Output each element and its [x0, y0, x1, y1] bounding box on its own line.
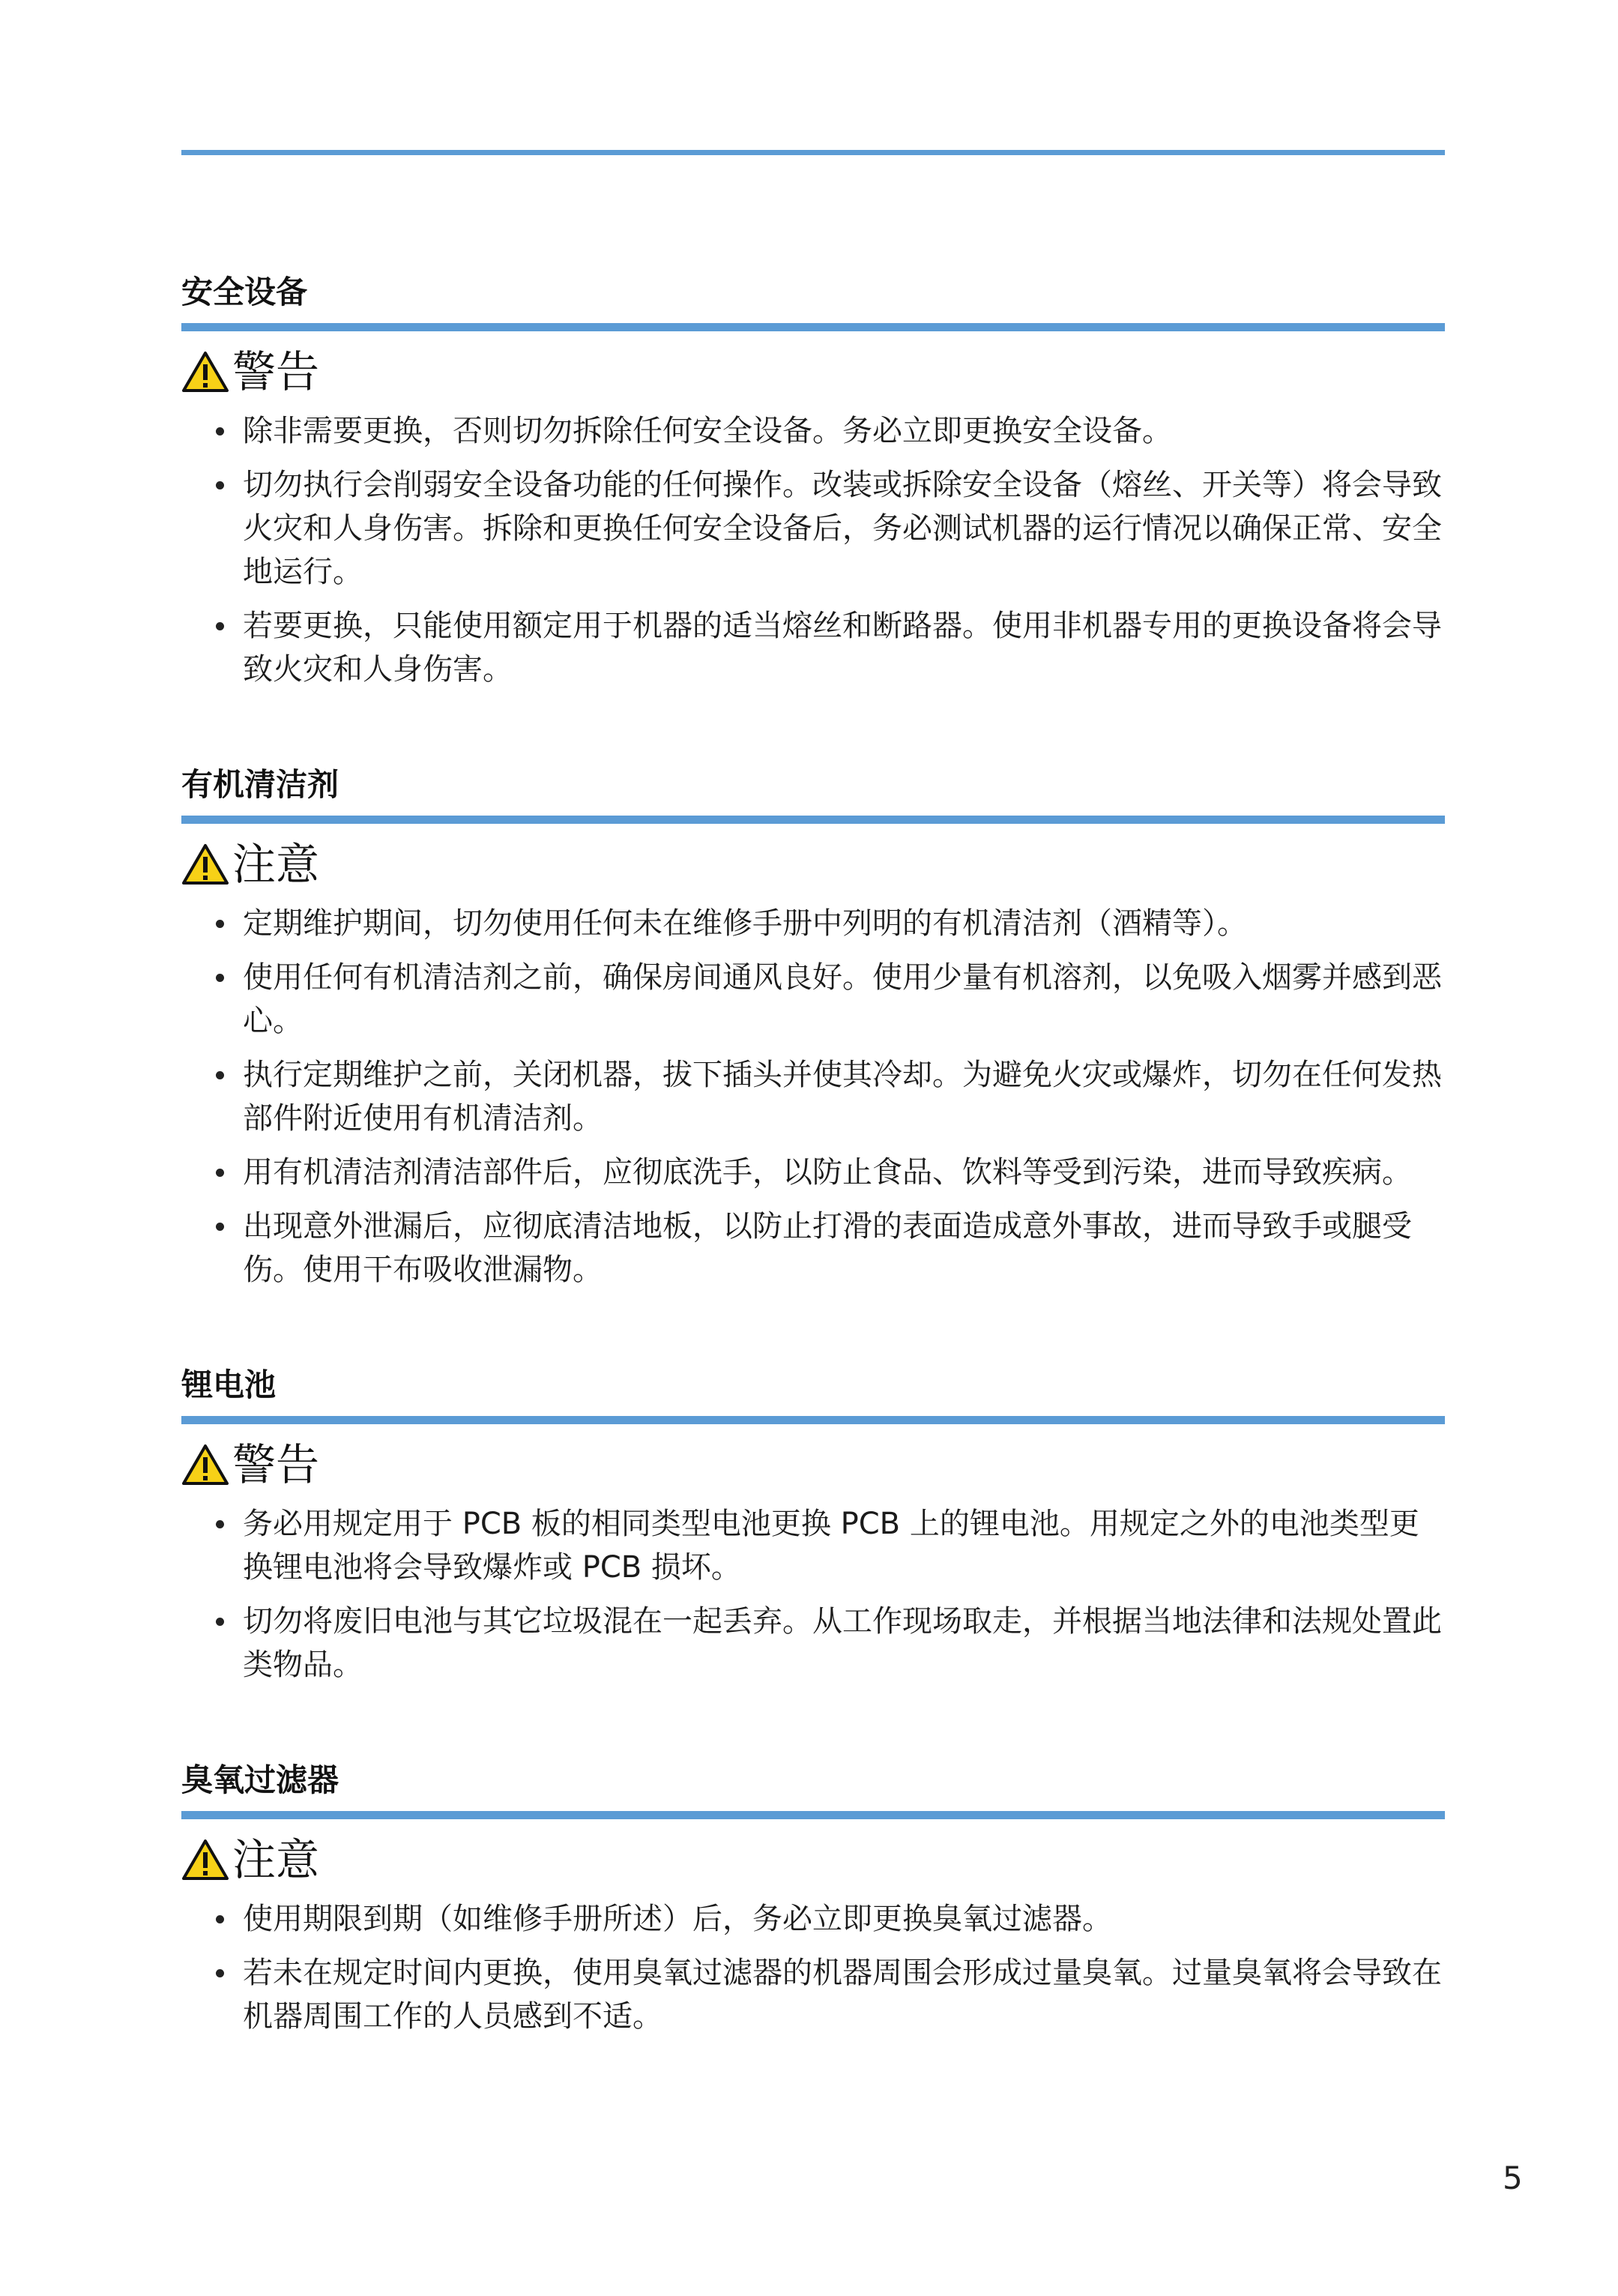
list-item: [181, 1151, 1445, 1194]
section-lithium-battery: [181, 1365, 1445, 1687]
item-text: 执行定期维护之前，关闭机器，拔下插头并使其冷却。为避免火灾或爆炸，切勿在任何发热部件附近使用有机清洁剂。: [243, 1058, 1442, 1136]
section-rule: [181, 1416, 1445, 1424]
list-item: [181, 604, 1445, 691]
section-title: 安全设备: [181, 274, 308, 310]
document-body: [181, 272, 1445, 2112]
bullet: [216, 622, 224, 630]
top-rule: [181, 150, 1445, 155]
list-item: [181, 956, 1445, 1043]
warning-triangle-icon: [181, 843, 229, 885]
item-list: [181, 1502, 1445, 1687]
bullet: [216, 1618, 224, 1626]
item-list: [181, 409, 1445, 691]
signal-heading: [181, 1435, 1445, 1495]
section-safety-devices: [181, 272, 1445, 691]
warning-triangle-icon: [181, 1839, 229, 1881]
section-rule: [181, 1811, 1445, 1819]
list-item: [181, 1600, 1445, 1687]
item-text: 若未在规定时间内更换，使用臭氧过滤器的机器周围会形成过量臭氧。过量臭氧将会导致在机器周围工作的人员感到不适。: [243, 1956, 1442, 2034]
item-text: 用有机清洁剂清洁部件后，应彻底洗手，以防止食品、饮料等受到污染，进而导致疾病。: [243, 1155, 1412, 1190]
list-item: [181, 1205, 1445, 1292]
item-text: 切勿将废旧电池与其它垃圾混在一起丢弃。从工作现场取走，并根据当地法律和法规处置此类物品。: [243, 1604, 1442, 1682]
section-rule: [181, 816, 1445, 824]
item-list: [181, 902, 1445, 1292]
section-title: 臭氧过滤器: [181, 1762, 339, 1798]
signal-word: 警告: [232, 346, 320, 397]
bullet: [216, 920, 224, 928]
item-text: 务必用规定用于 PCB 板的相同类型电池更换 PCB 上的锂电池。用规定之外的电池类型更换锂电池将会导致爆炸或 PCB 损坏。: [243, 1507, 1419, 1585]
list-item: [181, 902, 1445, 945]
page-number: 5: [1503, 2160, 1523, 2196]
item-text: 使用期限到期（如维修手册所述）后，务必立即更换臭氧过滤器。: [243, 1902, 1112, 1936]
signal-word: 警告: [232, 1439, 320, 1490]
bullet: [216, 1169, 224, 1177]
signal-heading: [181, 834, 1445, 894]
warning-triangle-icon: [181, 1444, 229, 1486]
bullet: [216, 427, 224, 436]
section-organic-cleaners: [181, 765, 1445, 1292]
item-text: 切勿执行会削弱安全设备功能的任何操作。改装或拆除安全设备（熔丝、开关等）将会导致火灾和人身伤害。拆除和更换任何安全设备后，务必测试机器的运行情况以确保正常、安全地运行。: [243, 468, 1442, 589]
item-text: 使用任何有机清洁剂之前，确保房间通风良好。使用少量有机溶剂，以免吸入烟雾并感到恶心。: [243, 960, 1442, 1038]
item-text: 定期维护期间，切勿使用任何未在维修手册中列明的有机清洁剂（酒精等）。: [243, 906, 1247, 941]
item-list: [181, 1897, 1445, 2038]
item-text: 除非需要更换，否则切勿拆除任何安全设备。务必立即更换安全设备。: [243, 414, 1172, 448]
item-text: 若要更换，只能使用额定用于机器的适当熔丝和断路器。使用非机器专用的更换设备将会导致火灾和人身伤害。: [243, 609, 1442, 687]
list-item: [181, 1502, 1445, 1589]
item-text: 出现意外泄漏后，应彻底清洁地板，以防止打滑的表面造成意外事故，进而导致手或腿受伤。使用干布吸收泄漏物。: [243, 1209, 1412, 1287]
section-title: 有机清洁剂: [181, 766, 339, 803]
list-item: [181, 409, 1445, 453]
bullet: [216, 1223, 224, 1231]
list-item: [181, 1053, 1445, 1140]
bullet: [216, 1520, 224, 1528]
signal-word: 注意: [232, 839, 320, 890]
bullet: [216, 481, 224, 489]
signal-heading: [181, 342, 1445, 402]
list-item: [181, 1951, 1445, 2038]
bullet: [216, 1969, 224, 1977]
warning-triangle-icon: [181, 351, 229, 393]
bullet: [216, 1915, 224, 1923]
signal-heading: [181, 1830, 1445, 1890]
signal-word: 注意: [232, 1834, 320, 1885]
bullet: [216, 1071, 224, 1079]
section-ozone-filter: [181, 1760, 1445, 2038]
section-title: 锂电池: [181, 1367, 277, 1403]
section-rule: [181, 323, 1445, 331]
list-item: [181, 463, 1445, 594]
list-item: [181, 1897, 1445, 1941]
bullet: [216, 974, 224, 982]
